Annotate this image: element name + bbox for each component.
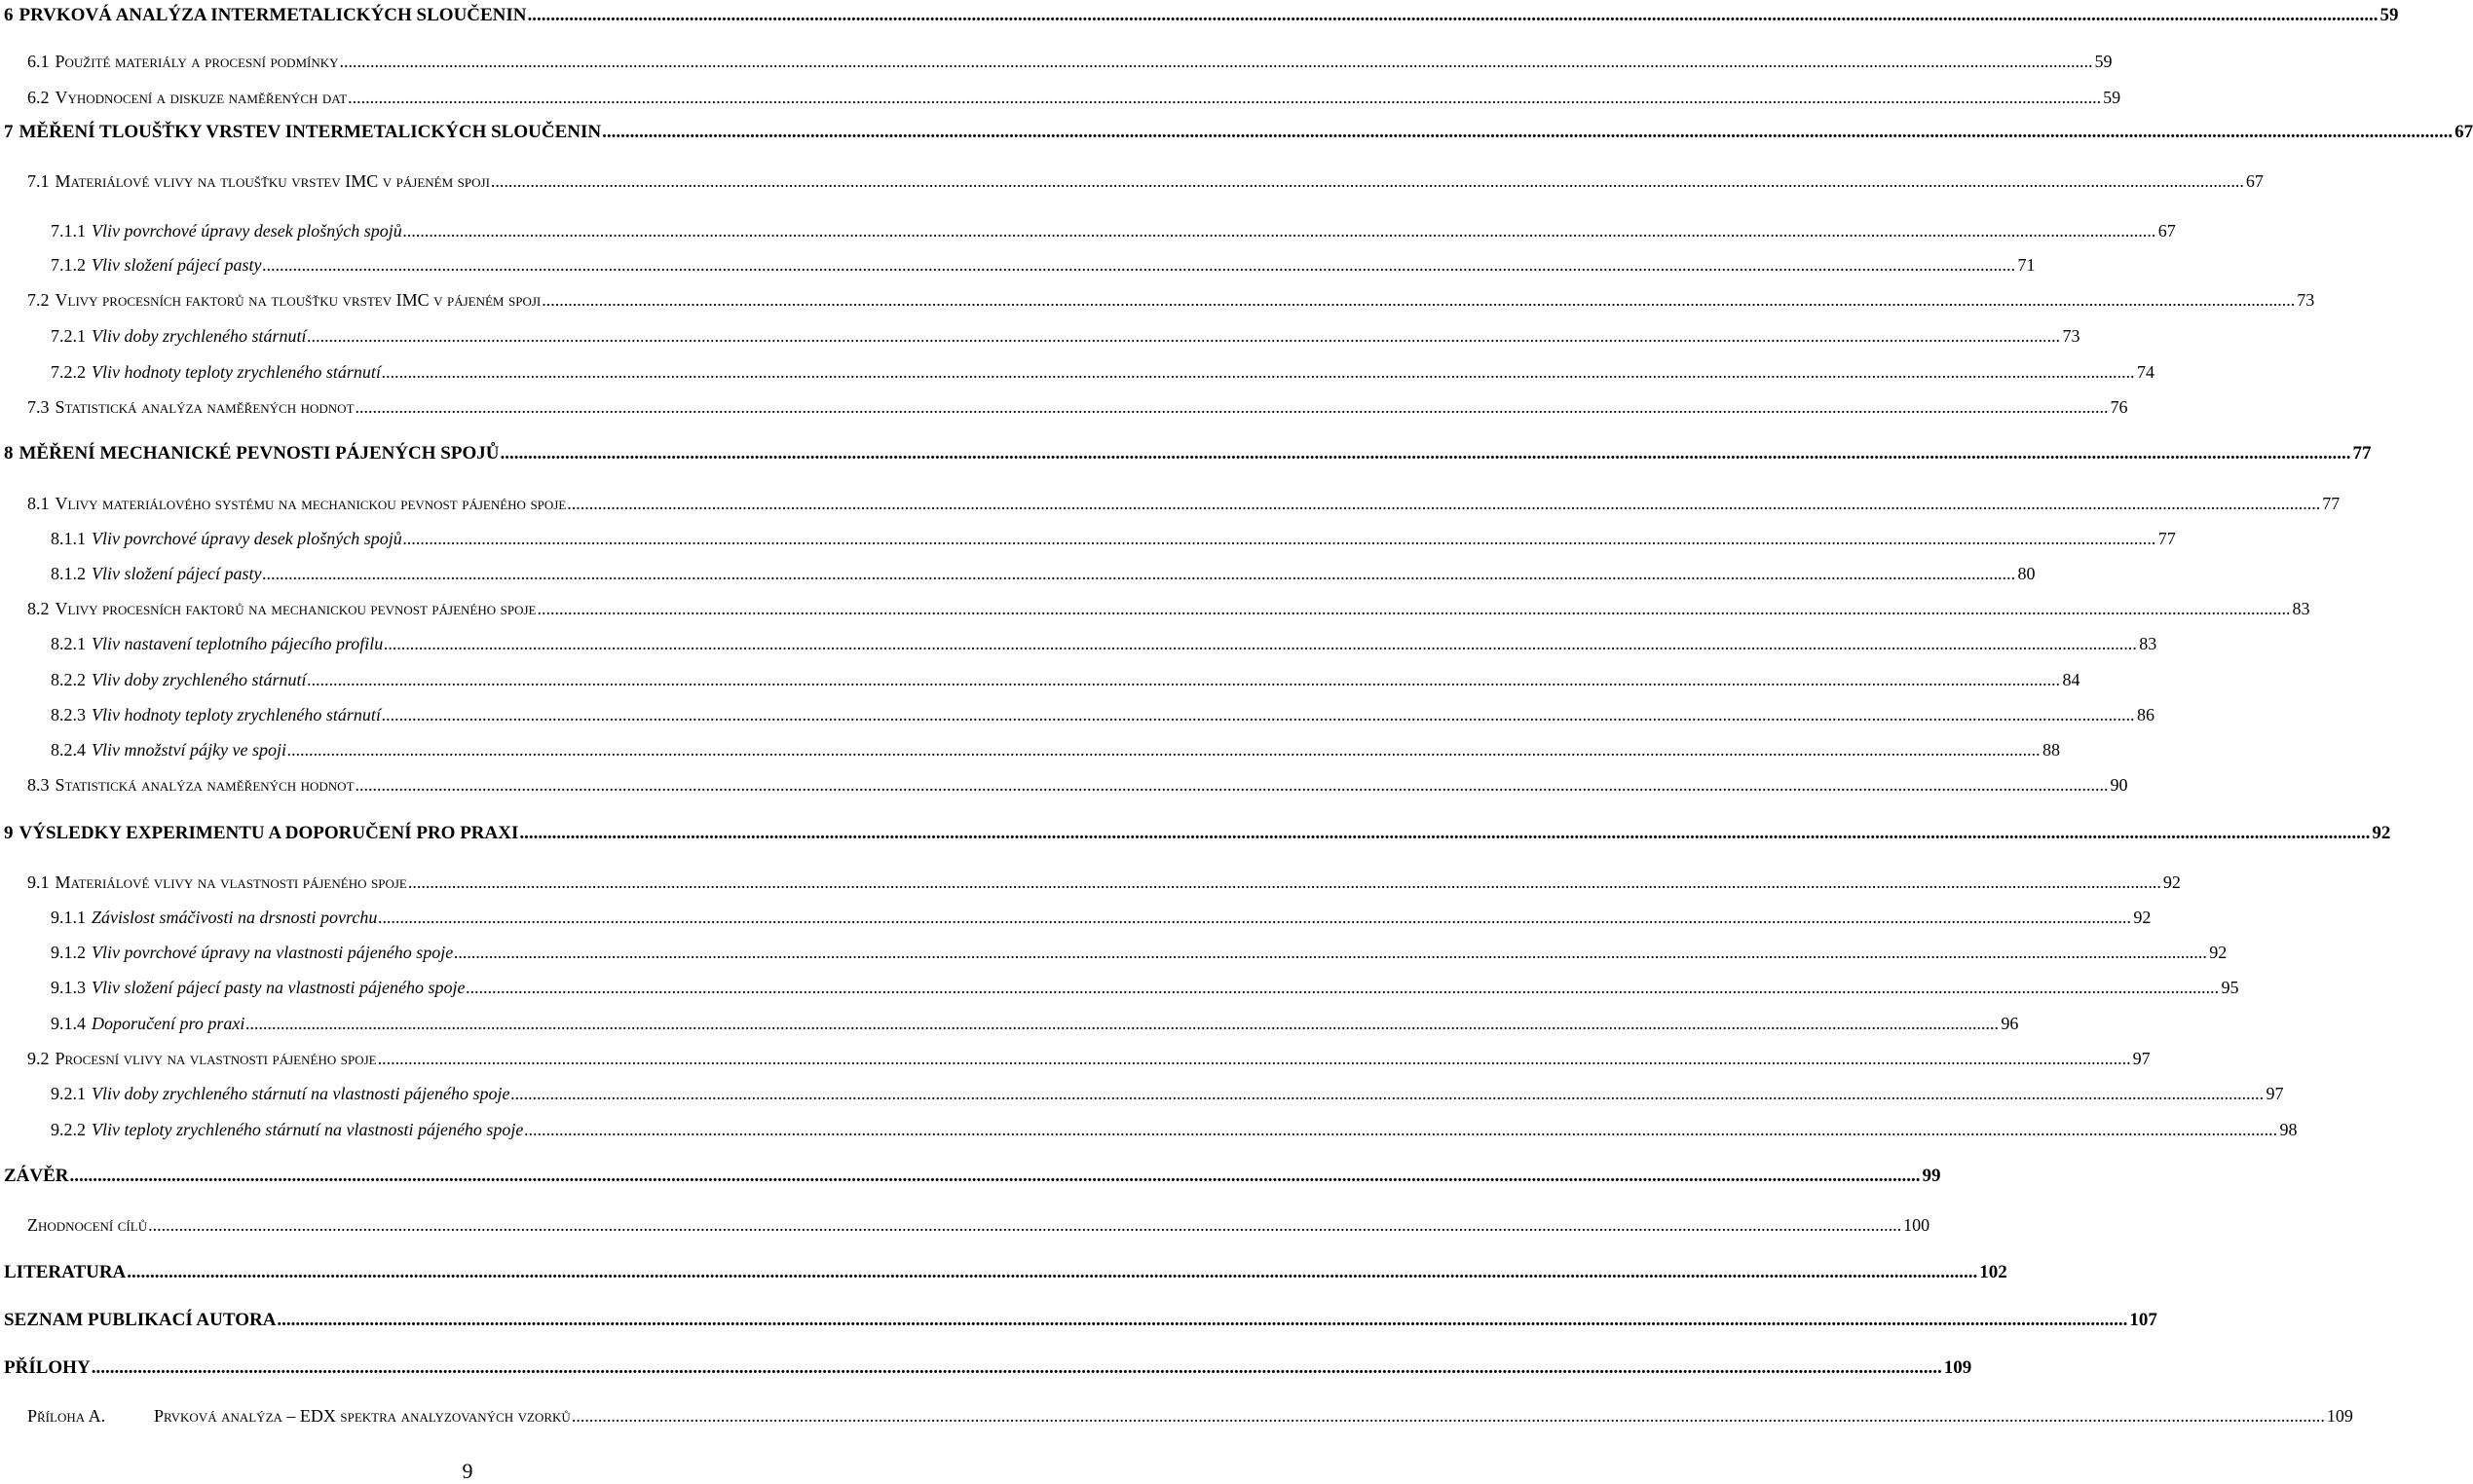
toc-entry[interactable]	[51, 701, 2155, 728]
toc-entry-page: 107	[2129, 1310, 2157, 1330]
dot-leader: ................................................................................................................................................................................................................................................................................................................................................................................................................	[91, 1357, 1942, 1378]
toc-entry-page: 97	[2132, 1049, 2151, 1068]
toc-entry[interactable]	[27, 595, 2310, 622]
toc-entry[interactable]	[27, 490, 2341, 517]
toc-entry[interactable]	[51, 358, 2155, 386]
toc-entry[interactable]	[27, 286, 2315, 314]
toc-entry-title	[51, 358, 381, 386]
toc-entry[interactable]	[4, 119, 2473, 146]
dot-leader: ................................................................................................................................................................................................................................................................................................................................................................................................................	[602, 122, 2454, 142]
toc-entry-number: 7.1.1	[51, 221, 86, 241]
toc-entry-title	[27, 1402, 571, 1429]
toc-entry-text: Prvková analýza – EDX spektra analyzovaných vzorků	[154, 1406, 571, 1426]
toc-entry[interactable]	[4, 440, 2372, 467]
dot-leader: ................................................................................................................................................................................................................................................................................................................................................................................................................	[519, 823, 2371, 843]
toc-entry-title	[51, 1010, 244, 1037]
toc-entry-title	[27, 595, 537, 622]
toc-entry-page: 92	[2209, 943, 2228, 962]
dot-leader: ................................................................................................................................................................................................................................................................................................................................................................................................................	[454, 943, 2208, 962]
toc-entry-number: 7.1.2	[51, 255, 86, 275]
toc-entry-page: 76	[2110, 397, 2128, 417]
toc-entry-text: Vliv doby zrychleného stárnutí na vlastnosti pájeného spoje	[92, 1084, 510, 1103]
toc-entry-page: 77	[2322, 494, 2341, 513]
toc-entry-number: 8.2.2	[51, 670, 86, 689]
toc-entry-page: 97	[2266, 1084, 2284, 1103]
toc-entry-number: 7.2	[27, 290, 50, 310]
toc-entry-title	[51, 560, 261, 587]
dot-leader: ................................................................................................................................................................................................................................................................................................................................................................................................................	[384, 634, 2138, 653]
toc-entry-title	[51, 525, 402, 552]
toc-entry-title	[27, 1211, 147, 1239]
toc-entry-number: 8.1.2	[51, 564, 86, 583]
toc-entry-text: LITERATURA	[4, 1262, 127, 1282]
toc-entry-text: Vliv nastavení teplotního pájecího profilu	[92, 634, 384, 653]
toc-entry-text: VÝSLEDKY EXPERIMENTU A DOPORUČENÍ PRO PRAXI	[19, 823, 519, 843]
toc-entry[interactable]	[4, 1259, 2007, 1286]
toc-entry-number: 9.1.1	[51, 908, 86, 927]
dot-leader: ................................................................................................................................................................................................................................................................................................................................................................................................................	[510, 1084, 2265, 1103]
dot-leader: ................................................................................................................................................................................................................................................................................................................................................................................................................	[402, 221, 2156, 241]
toc-entry-page: 83	[2139, 634, 2157, 653]
toc-entry-title	[27, 286, 541, 314]
toc-entry[interactable]	[51, 217, 2176, 244]
toc-entry[interactable]	[51, 736, 2060, 763]
toc-entry-text: MĚŘENÍ MECHANICKÉ PEVNOSTI PÁJENÝCH SPOJŮ	[19, 443, 500, 464]
toc-entry[interactable]	[27, 393, 2128, 421]
toc-entry-page: 86	[2136, 705, 2155, 724]
toc-entry[interactable]	[27, 1211, 1930, 1239]
dot-leader: ................................................................................................................................................................................................................................................................................................................................................................................................................	[348, 88, 2102, 107]
toc-entry[interactable]	[51, 666, 2080, 693]
toc-entry[interactable]	[27, 869, 2181, 896]
toc-entry-page: 74	[2136, 362, 2155, 382]
dot-leader: ................................................................................................................................................................................................................................................................................................................................................................................................................	[245, 1014, 2000, 1033]
toc-entry[interactable]	[51, 974, 2239, 1001]
toc-entry-text: Vliv doby zrychleného stárnutí	[92, 670, 307, 689]
toc-entry-text: Závislost smáčivosti na drsnosti povrchu	[92, 908, 378, 927]
toc-entry-number: 9.1.2	[51, 943, 86, 962]
toc-entry[interactable]	[51, 251, 2036, 278]
toc-entry-page: 96	[2001, 1014, 2019, 1033]
toc-entry-text: Vliv složení pájecí pasty na vlastnosti pájeného spoje	[92, 978, 466, 997]
toc-entry-page: 67	[2157, 221, 2176, 241]
toc-entry[interactable]	[51, 939, 2228, 966]
toc-entry-number: 9.1	[27, 872, 50, 892]
toc-entry[interactable]	[51, 525, 2176, 552]
toc-entry-number: 8.1.1	[51, 529, 86, 548]
toc-entry-text: SEZNAM PUBLIKACÍ AUTORA	[4, 1310, 277, 1330]
toc-entry-page: 88	[2042, 740, 2060, 760]
toc-entry-number: 9	[4, 823, 14, 843]
toc-entry-title	[51, 736, 286, 763]
toc-entry-text: Vlivy materiálového systému na mechanickou pevnost pájeného spoje	[55, 494, 567, 513]
toc-entry-title	[27, 48, 339, 75]
toc-entry-title	[27, 771, 355, 798]
toc-entry-number: 6.2	[27, 88, 50, 107]
toc-entry[interactable]	[4, 1163, 1941, 1190]
toc-entry[interactable]	[51, 630, 2157, 657]
toc-entry-text: PRVKOVÁ ANALÝZA INTERMETALICKÝCH SLOUČENIN	[19, 5, 527, 25]
toc-entry-page: 67	[2454, 122, 2473, 142]
toc-entry-text: Vliv hodnoty teploty zrychleného stárnutí	[92, 362, 381, 382]
dot-leader: ................................................................................................................................................................................................................................................................................................................................................................................................................	[262, 564, 2016, 583]
toc-entry-title	[51, 251, 261, 278]
toc-entry-page: 109	[2326, 1406, 2353, 1426]
toc-entry-title	[51, 630, 383, 657]
toc-entry-page: 80	[2017, 564, 2036, 583]
dot-leader: ................................................................................................................................................................................................................................................................................................................................................................................................................	[69, 1166, 1921, 1186]
toc-entry-page: 77	[2157, 529, 2176, 548]
dot-leader: ................................................................................................................................................................................................................................................................................................................................................................................................................	[378, 908, 2132, 927]
toc-entry-page: 99	[1922, 1166, 1941, 1186]
toc-entry[interactable]	[27, 48, 2113, 75]
toc-entry-title	[4, 1307, 276, 1334]
toc-entry-number: 7	[4, 122, 14, 142]
toc-entry-number: 9.2	[27, 1049, 50, 1068]
dot-leader: ................................................................................................................................................................................................................................................................................................................................................................................................................	[381, 705, 2135, 724]
toc-entry-title	[27, 393, 355, 421]
dot-leader: ................................................................................................................................................................................................................................................................................................................................................................................................................	[527, 5, 2379, 25]
toc-entry-number: 7.2.1	[51, 326, 86, 346]
toc-entry-number: 8.3	[27, 775, 50, 795]
dot-leader: ................................................................................................................................................................................................................................................................................................................................................................................................................	[466, 978, 2220, 997]
toc-entry-title	[51, 322, 306, 350]
toc-entry-text: PŘÍLOHY	[4, 1357, 91, 1378]
toc-entry-page: 59	[2094, 52, 2113, 71]
toc-entry-text: Vlivy procesních faktorů na mechanickou pevnost pájeného spoje	[55, 599, 537, 618]
dot-leader: ................................................................................................................................................................................................................................................................................................................................................................................................................	[286, 740, 2041, 760]
toc-entry-title	[27, 490, 566, 517]
toc-entry-title	[51, 904, 377, 931]
toc-entry-page: 100	[1903, 1215, 1930, 1235]
toc-entry-text: Vliv hodnoty teploty zrychleného stárnutí	[92, 705, 381, 724]
toc-entry-text: Vliv složení pájecí pasty	[92, 564, 262, 583]
toc-entry-page: 92	[2133, 908, 2152, 927]
dot-leader: ................................................................................................................................................................................................................................................................................................................................................................................................................	[262, 255, 2016, 275]
toc-entry[interactable]	[27, 1402, 2353, 1429]
toc-entry-page: 59	[2379, 5, 2399, 25]
toc-entry-page: 83	[2292, 599, 2310, 618]
dot-leader: ................................................................................................................................................................................................................................................................................................................................................................................................................	[307, 670, 2061, 689]
dot-leader: ................................................................................................................................................................................................................................................................................................................................................................................................................	[500, 443, 2351, 464]
toc-entry[interactable]	[27, 1045, 2151, 1072]
toc-entry-page: 90	[2110, 775, 2128, 795]
toc-entry-text: Vliv složení pájecí pasty	[92, 255, 262, 275]
toc-entry-page: 67	[2245, 171, 2264, 191]
toc-entry-title	[51, 1116, 523, 1143]
toc-entry-number: 7.2.2	[51, 362, 86, 382]
toc-entry-number: 8.2.3	[51, 705, 86, 724]
toc-entry[interactable]	[51, 322, 2080, 350]
toc-entry-title	[51, 1080, 509, 1107]
toc-entry[interactable]	[51, 1080, 2284, 1107]
toc-entry-title	[51, 217, 402, 244]
toc-entry-number: 8.2.1	[51, 634, 86, 653]
toc-entry-title	[4, 119, 601, 146]
toc-entry-page: 102	[1979, 1262, 2007, 1282]
toc-entry-title	[4, 440, 499, 467]
dot-leader: ................................................................................................................................................................................................................................................................................................................................................................................................................	[490, 171, 2244, 191]
toc-entry-text: Doporučení pro praxi	[92, 1014, 245, 1033]
toc-entry[interactable]	[27, 771, 2128, 798]
toc-entry-page: 95	[2221, 978, 2239, 997]
toc-entry[interactable]	[4, 2, 2399, 29]
dot-leader: ................................................................................................................................................................................................................................................................................................................................................................................................................	[537, 599, 2291, 618]
toc-entry-text: Vlivy procesních faktorů na tloušťku vrstev IMC v pájeném spoji	[55, 290, 542, 310]
toc-entry-title	[51, 701, 381, 728]
toc-entry[interactable]	[4, 1307, 2157, 1334]
dot-leader: ................................................................................................................................................................................................................................................................................................................................................................................................................	[567, 494, 2321, 513]
toc-entry-text: Vliv povrchové úpravy na vlastnosti pájeného spoje	[92, 943, 454, 962]
dot-leader: ................................................................................................................................................................................................................................................................................................................................................................................................................	[542, 290, 2296, 310]
toc-entry[interactable]	[51, 1116, 2298, 1143]
toc-entry[interactable]	[4, 820, 2391, 847]
dot-leader: ................................................................................................................................................................................................................................................................................................................................................................................................................	[277, 1310, 2128, 1330]
toc-entry-title	[4, 820, 518, 847]
toc-entry-text: Statistická analýza naměřených hodnot	[55, 397, 355, 417]
toc-entry-text: Použité materiály a procesní podmínky	[55, 52, 339, 71]
dot-leader: ................................................................................................................................................................................................................................................................................................................................................................................................................	[377, 1049, 2131, 1068]
toc-entry-text: Vliv povrchové úpravy desek plošných spojů	[92, 529, 402, 548]
toc-entry-title	[51, 666, 306, 693]
toc-entry-page: 71	[2017, 255, 2036, 275]
toc-entry-number: 8.1	[27, 494, 50, 513]
toc-entry-text: Vliv povrchové úpravy desek plošných spojů	[92, 221, 402, 241]
toc-entry-text: Procesní vlivy na vlastnosti pájeného spoje	[55, 1049, 377, 1068]
dot-leader: ................................................................................................................................................................................................................................................................................................................................................................................................................	[407, 872, 2161, 892]
toc-entry-text: Zhodnocení cílů	[27, 1215, 148, 1235]
toc-entry[interactable]	[27, 167, 2264, 195]
toc-entry-number: 6.1	[27, 52, 50, 71]
toc-entry-number: 7.1	[27, 171, 50, 191]
toc-entry-text: Vliv teploty zrychleného stárnutí na vlastnosti pájeného spoje	[92, 1120, 524, 1139]
toc-entry-number: 7.3	[27, 397, 50, 417]
toc-entry[interactable]	[27, 84, 2121, 111]
dot-leader: ................................................................................................................................................................................................................................................................................................................................................................................................................	[148, 1215, 1902, 1235]
dot-leader: ................................................................................................................................................................................................................................................................................................................................................................................................................	[381, 362, 2135, 382]
dot-leader: ................................................................................................................................................................................................................................................................................................................................................................................................................	[571, 1406, 2325, 1426]
toc-entry-page: 77	[2352, 443, 2372, 464]
dot-leader: ................................................................................................................................................................................................................................................................................................................................................................................................................	[402, 529, 2156, 548]
toc-entry-title	[27, 167, 490, 195]
toc-entry-text: ZÁVĚR	[4, 1166, 69, 1186]
toc-entry-page: 92	[2372, 823, 2391, 843]
toc-entry-title	[4, 1259, 126, 1286]
toc-entry-page: 92	[2162, 872, 2181, 892]
toc-entry-text: Vliv doby zrychleného stárnutí	[92, 326, 307, 346]
toc-entry-title	[27, 1045, 377, 1072]
toc-entry-page: 98	[2279, 1120, 2298, 1139]
toc-entry-number: 9.1.4	[51, 1014, 86, 1033]
toc-entry-number: 8.2	[27, 599, 50, 618]
toc-entry-page: 109	[1943, 1357, 1972, 1378]
toc-entry-number: Příloha A.	[27, 1406, 106, 1426]
toc-entry[interactable]	[4, 1354, 1972, 1382]
dot-leader: ................................................................................................................................................................................................................................................................................................................................................................................................................	[127, 1262, 1978, 1282]
toc-entry-title	[27, 84, 347, 111]
toc-entry-text: Vliv množství pájky ve spoji	[92, 740, 286, 760]
toc-entry-number: 8.2.4	[51, 740, 86, 760]
toc-entry[interactable]	[51, 904, 2152, 931]
toc-entry-page: 73	[2062, 326, 2080, 346]
dot-leader: ................................................................................................................................................................................................................................................................................................................................................................................................................	[524, 1120, 2278, 1139]
toc-entry-page: 73	[2297, 290, 2315, 310]
toc-entry-page: 84	[2062, 670, 2080, 689]
dot-leader: ................................................................................................................................................................................................................................................................................................................................................................................................................	[307, 326, 2061, 346]
toc-entry[interactable]	[51, 1010, 2019, 1037]
toc-entry-number: 8	[4, 443, 14, 464]
toc-entry-number: 9.2.1	[51, 1084, 86, 1103]
toc-entry-number: 9.1.3	[51, 978, 86, 997]
toc-entry-title	[4, 2, 527, 29]
toc-entry-title	[51, 974, 465, 1001]
toc-entry[interactable]	[51, 560, 2036, 587]
toc-entry-title	[27, 869, 407, 896]
toc-entry-page: 59	[2103, 88, 2121, 107]
toc-entry-number: 9.2.2	[51, 1120, 86, 1139]
toc-entry-title	[51, 939, 453, 966]
toc-entry-title	[4, 1354, 91, 1382]
page-number: 9	[462, 1459, 473, 1483]
toc-entry-title	[4, 1163, 69, 1190]
toc-entry-text: Vyhodnocení a diskuze naměřených dat	[55, 88, 348, 107]
toc-entry-number: 6	[4, 5, 14, 25]
dot-leader: ................................................................................................................................................................................................................................................................................................................................................................................................................	[339, 52, 2093, 71]
toc-entry-text: Statistická analýza naměřených hodnot	[55, 775, 355, 795]
toc-entry-text: Materiálové vlivy na tloušťku vrstev IMC v pájeném spoji	[55, 171, 490, 191]
toc-entry-text: MĚŘENÍ TLOUŠŤKY VRSTEV INTERMETALICKÝCH SLOUČENIN	[19, 122, 602, 142]
dot-leader: ................................................................................................................................................................................................................................................................................................................................................................................................................	[355, 397, 2109, 417]
dot-leader: ................................................................................................................................................................................................................................................................................................................................................................................................................	[355, 775, 2109, 795]
toc-entry-text: Materiálové vlivy na vlastnosti pájeného spoje	[55, 872, 407, 892]
